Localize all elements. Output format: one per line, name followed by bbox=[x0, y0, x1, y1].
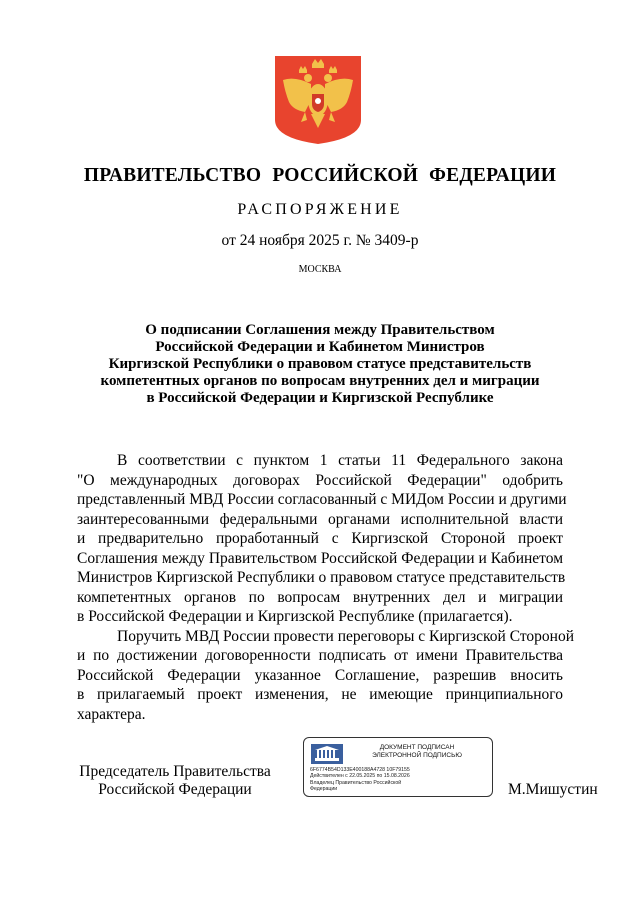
body-line: Министров Киргизской Республики о правовом статусе представительств bbox=[77, 569, 566, 586]
signer-role-line: Российской Федерации bbox=[98, 781, 252, 798]
stamp-detail-line: 6F6774B54D133E400188A4728 10F79155 bbox=[310, 767, 410, 773]
subject-line: в Российской Федерации и Киргизской Республике bbox=[146, 390, 494, 406]
body-line: в прилагаемый проект изменения, не имеющие принципиального bbox=[77, 686, 563, 703]
body-line: "О международных договорах Российской Федерации" одобрить bbox=[77, 471, 563, 489]
stamp-detail-line: Действителен с 22.05.2025 по 15.08.2026 bbox=[310, 773, 410, 780]
document-city: МОСКВА bbox=[298, 264, 342, 275]
government-building-icon bbox=[311, 744, 343, 764]
document-subject bbox=[80, 322, 560, 407]
government-title: ПРАВИТЕЛЬСТВО РОССИЙСКОЙ ФЕДЕРАЦИИ bbox=[83, 165, 557, 186]
document-date-number: от 24 ноября 2025 г. № 3409-р bbox=[221, 232, 419, 249]
body-line: в Российской Федерации и Киргизской Республике (прилагается). bbox=[77, 608, 513, 625]
body-line: представленный МВД России согласованный с МИДом России и другими bbox=[77, 491, 567, 508]
subject-line: Киргизской Республики о правовом статусе представительств bbox=[108, 356, 532, 372]
stamp-details bbox=[310, 767, 410, 792]
body-line: заинтересованными федеральными органами исполнительной власти bbox=[77, 510, 563, 528]
body-line: Российской Федерации указанное Соглашение, разрешив вносить bbox=[77, 666, 563, 684]
body-line: характера. bbox=[77, 705, 146, 723]
stamp-title bbox=[346, 744, 488, 760]
signer-role-line: Председатель Правительства bbox=[79, 763, 271, 780]
subject-line: Российской Федерации и Кабинетом Министров bbox=[155, 339, 485, 355]
subject-line: компетентных органов по вопросам внутренних дел и миграции bbox=[100, 373, 540, 389]
signer-name: М.Мишустин bbox=[508, 781, 598, 798]
body-line: В соответствии с пунктом 1 статьи 11 Федерального закона bbox=[117, 452, 563, 469]
body-line: Поручить МВД России провести переговоры с Киргизской Стороной bbox=[117, 627, 575, 645]
body-line: и по достижении договоренности подписать от имени Правительства bbox=[77, 647, 563, 664]
body-line: компетентных органов по вопросам внутренних дел и миграции bbox=[77, 588, 563, 606]
stamp-title-line: ДОКУМЕНТ ПОДПИСАН bbox=[379, 744, 455, 751]
stamp-detail-line: Федерации bbox=[310, 785, 338, 792]
subject-line: О подписании Соглашения между Правительством bbox=[145, 322, 495, 338]
coat-of-arms-emblem bbox=[275, 56, 361, 144]
body-line: Соглашения между Правительством Российской Федерации и Кабинетом bbox=[77, 549, 563, 567]
stamp-detail-line: Владелец Правительство Российской bbox=[310, 779, 402, 786]
electronic-signature-stamp bbox=[303, 737, 493, 797]
stamp-title-line: ЭЛЕКТРОННОЙ ПОДПИСЬЮ bbox=[372, 752, 462, 759]
body-line: и предварительно проработанный с Киргизской Стороной проект bbox=[77, 530, 563, 547]
document-body bbox=[77, 451, 575, 724]
signer-role bbox=[70, 763, 280, 799]
document-type: РАСПОРЯЖЕНИЕ bbox=[237, 201, 403, 218]
